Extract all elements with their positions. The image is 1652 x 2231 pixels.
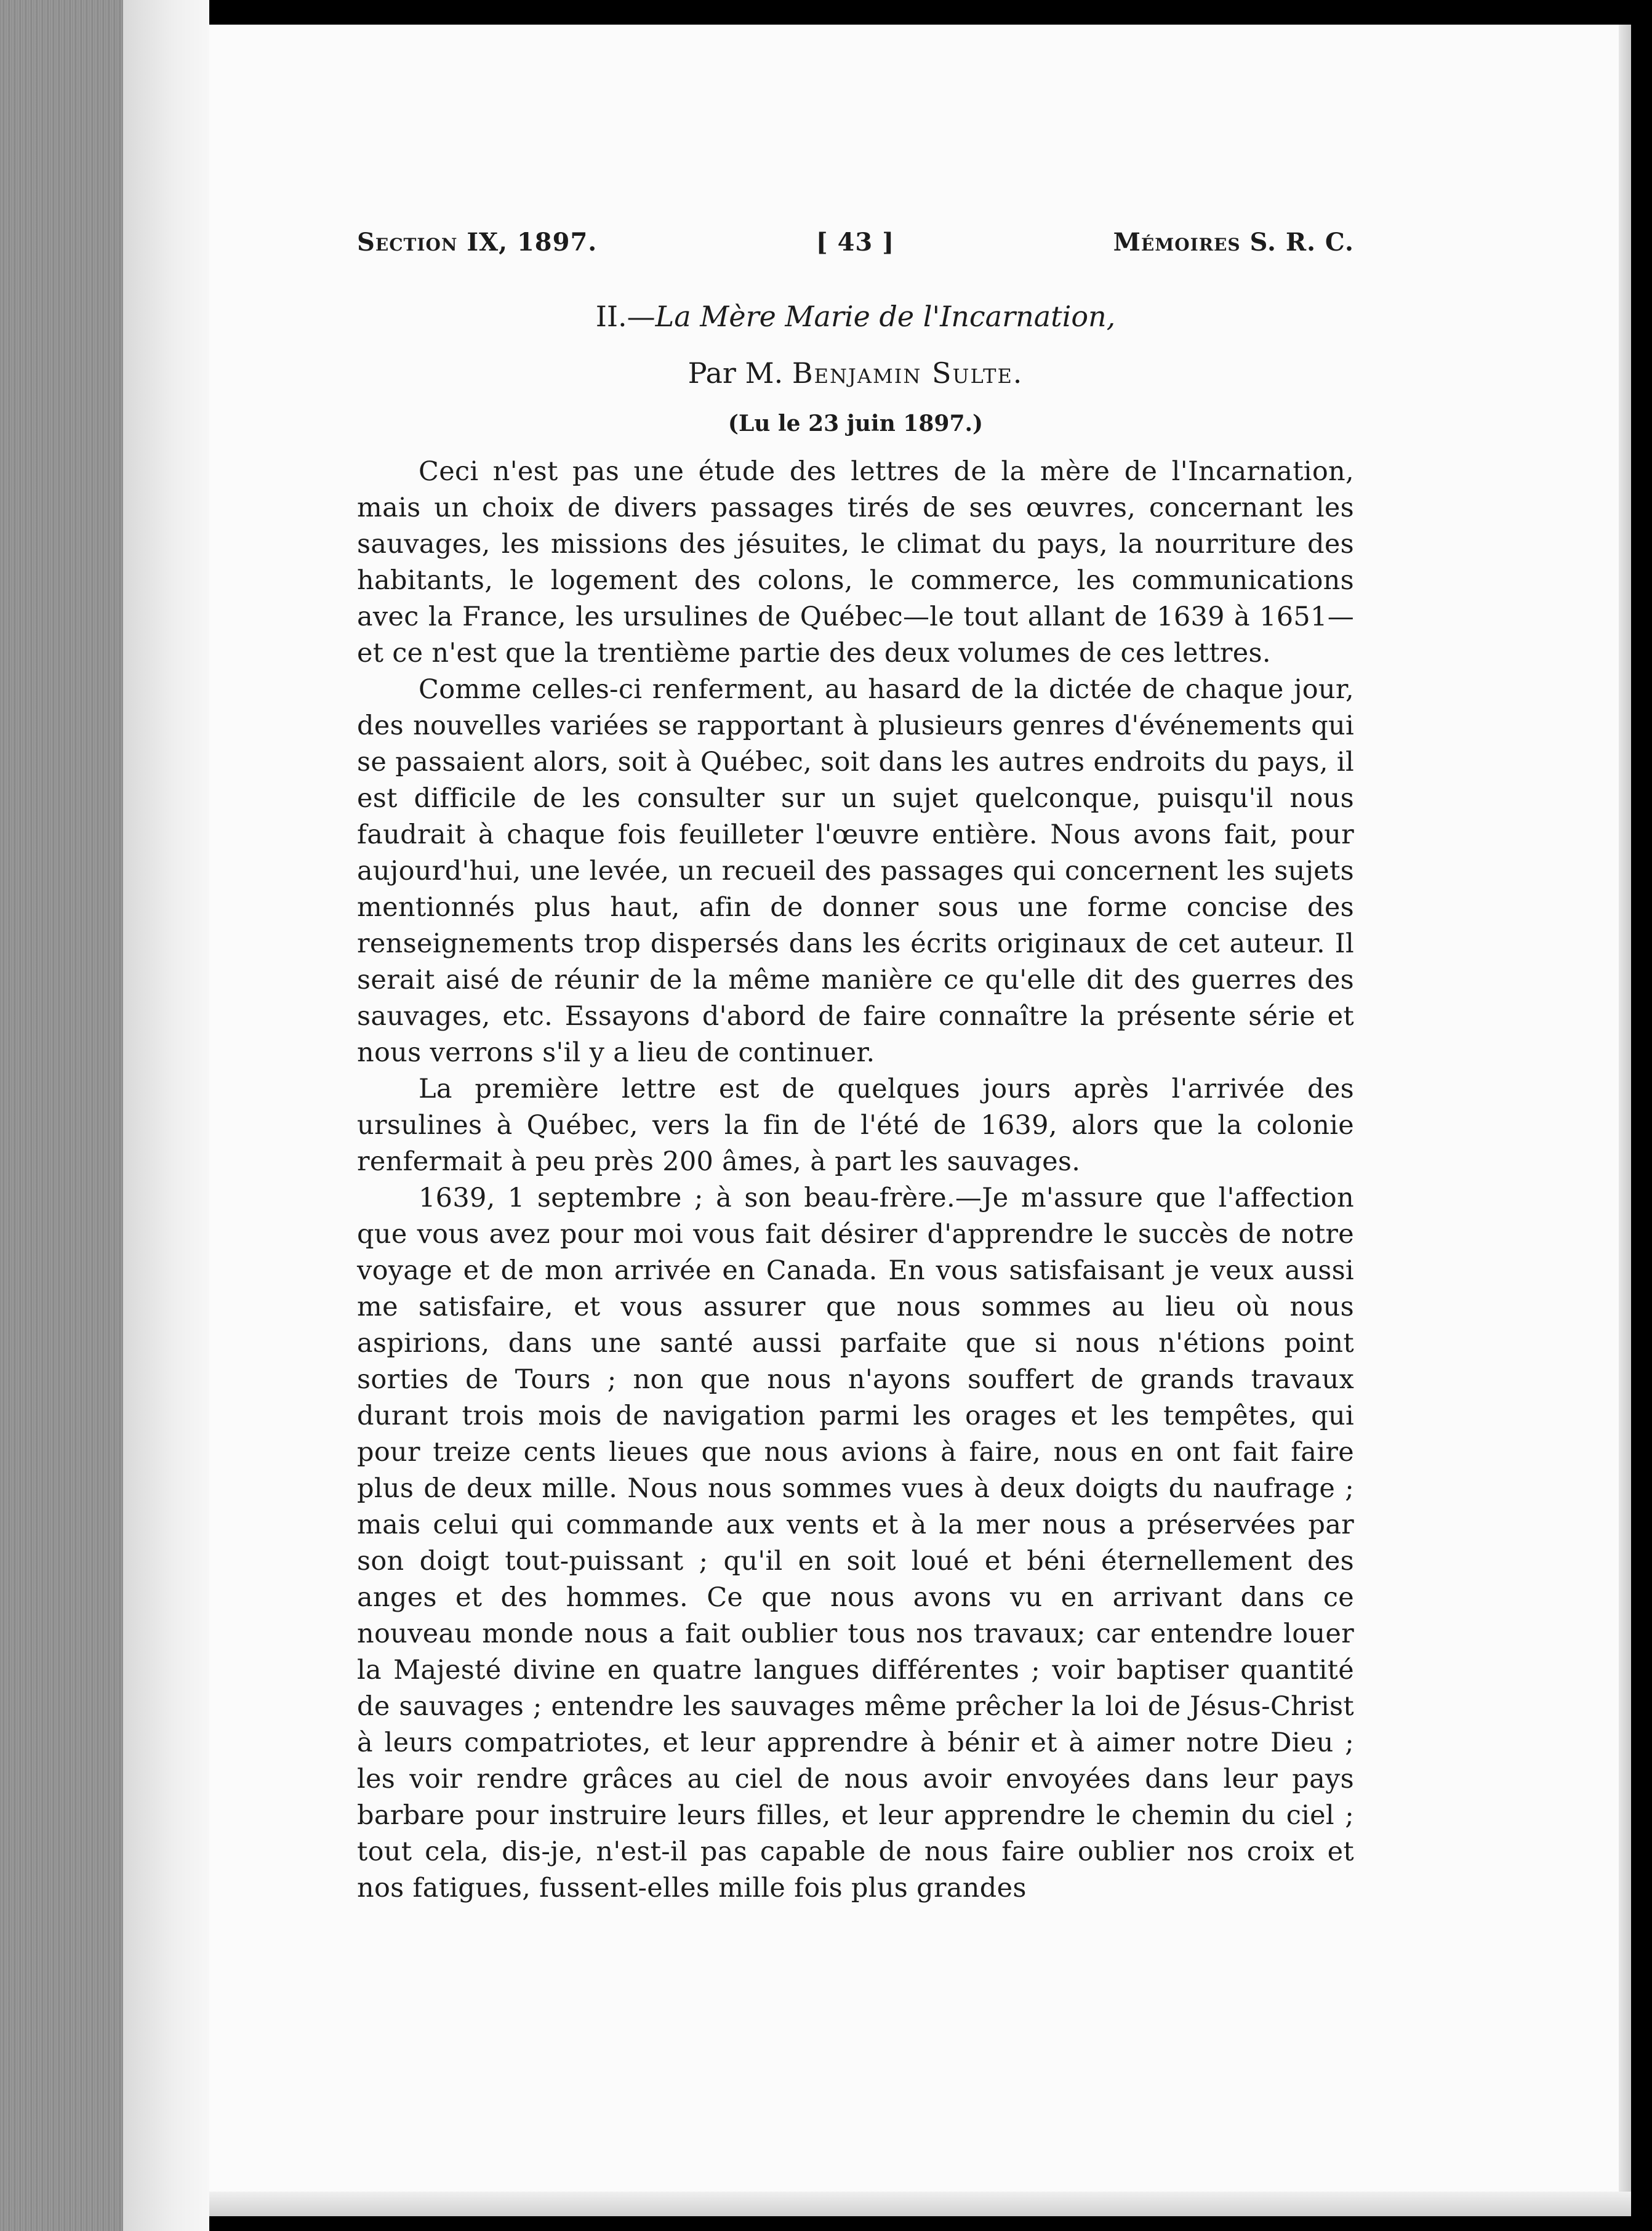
paragraph: Comme celles-ci renferment, au hasard de la dictée de chaque jour, des nouvelles variées se rapportant à plusieurs genres d'événements qui se passaient alors, soit à Québec, soit dans les autres endroits du pays, il est difficile de les consulter sur un sujet quelconque, puisqu'il nous faudrait à chaque fois feuilleter l'œuvre entière. Nous avons fait, pour aujourd'hui, une levée, un recueil des passages qui concernent les sujets mentionnés plus haut, afin de donner sous une forme concise des renseignements trop dispersés dans les écrits originaux de cet auteur. Il serait aisé de réunir de la même manière ce qu'elle dit des guerres des sauvages, etc. Essayons d'abord de faire connaître la présente série et nous verrons s'il y a lieu de continuer. [357,674,1354,1068]
article-title-text: La Mère Marie de l'Incarnation, [655,300,1116,333]
article-title-prefix: II.— [595,300,656,333]
article-author [357,356,1354,390]
header-page-number: [ 43 ] [816,228,895,257]
page-bottom-edge [209,2192,1631,2216]
running-header [357,228,1354,257]
read-date: (Lu le 23 juin 1897.) [728,411,984,436]
header-journal: Mémoires S. R. C. [1113,228,1354,257]
spine-shadow [123,0,209,2231]
header-section: Section IX, 1897. [357,228,598,257]
paragraph: Ceci n'est pas une étude des lettres de la mère de l'Incarnation, mais un choix de divers passages tirés de ses œuvres, concernant les sauvages, les missions des jésuites, le climat du pays, la nourriture des habitants, le logement des colons, le commerce, les communications avec la France, les ursulines de Québec—le tout allant de 1639 à 1651—et ce n'est que la trentième partie des deux volumes de ces lettres. [357,456,1354,669]
paragraph: La première lettre est de quelques jours après l'arrivée des ursulines à Québec, vers la fin de l'été de 1639, alors que la colonie renfermait à peu près 200 âmes, à part les sauvages. [357,1074,1354,1177]
author-prefix: Par M. [688,356,784,390]
binding-strip [0,0,123,2231]
author-name: Benjamin Sulte. [792,356,1024,390]
article-title [357,300,1354,333]
page-right-edge [1619,25,1631,2216]
page-content [357,228,1354,1907]
article-body [357,454,1354,1907]
paragraph: 1639, 1 septembre ; à son beau-frère.—Je m'assure que l'affection que vous avez pour moi vous fait désirer d'apprendre le succès de notre voyage et de mon arrivée en Canada. En vous satisfaisant je veux aussi me satisfaire, et vous assurer que nous sommes au lieu où nous aspirions, dans une santé aussi parfaite que si nous n'étions point sorties de Tours ; non que nous n'ayons souffert de grands travaux durant trois mois de navigation parmi les orages et les tempêtes, qui pour treize cents lieues que nous avions à faire, nous en ont fait faire plus de deux mille. Nous nous sommes vues à deux doigts du naufrage ; mais celui qui commande aux vents et à la mer nous a préservées par son doigt tout-puissant ; qu'il en soit loué et béni éternellement des anges et des hommes. Ce que nous avons vu en arrivant dans ce nouveau monde nous a fait oublier tous nos travaux; car entendre louer la Majesté divine en quatre langues différentes ; voir baptiser quantité de sauvages ; entendre les sauvages même prêcher la loi de Jésus-Christ à leurs compatriotes, et leur apprendre à bénir et à aimer notre Dieu ; les voir rendre grâces au ciel de nous avoir envoyées dans leur pays barbare pour instruire leurs filles, et leur apprendre le chemin du ciel ; tout cela, dis-je, n'est-il pas capable de nous faire oublier nos croix et nos fatigues, fussent-elles mille fois plus grandes [357,1183,1354,1903]
